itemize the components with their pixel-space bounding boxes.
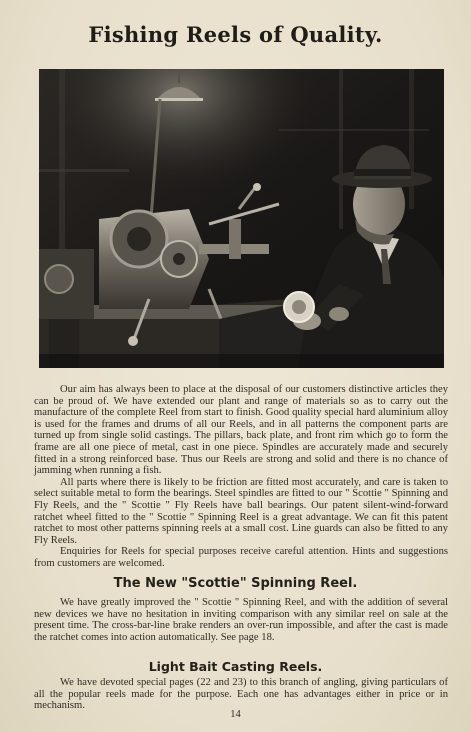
page-number: 14: [230, 709, 241, 720]
intro-paragraph: All parts where there is likely to be friction are fitted most accurately, and care is taken to select suitable metal to form the bearings. Steel spindles are fitted to our " Scottie " Spinning and Fly Reels, and the " Scottie " Fly Reels have ball bearings. Our patent silent-wind-forward ratchet wheel fitted to the " Scottie " Spinning Reel is a great advantage. We can fit this patent ratchet to most other patterns spinning reels at a small cost. Line guards can also be fitted to any Fly Reels.: [34, 476, 448, 546]
workshop-photo-illustration: [39, 69, 444, 368]
scottie-section-text: [34, 597, 448, 643]
bait-paragraph: We have devoted special pages (22 and 23) to this branch of angling, giving particulars of all the popular reels made for the purpose. Each one has advantages either in price or in mechanism.: [34, 677, 448, 712]
scottie-paragraph: We have greatly improved the " Scottie " Spinning Reel, and with the addition of several new devices we have no hesitation in inviting comparison with any similar reel on sale at the present time. The cross-bar-line brake renders an over-run impossible, and after the cast is made the ratchet comes into action automatically. See page 18.: [34, 597, 448, 643]
bait-section-heading: Light Bait Casting Reels.: [148, 659, 323, 674]
scottie-section-heading: The New "Scottie" Spinning Reel.: [113, 576, 358, 591]
intro-text: [34, 384, 448, 570]
page-title: Fishing Reels of Quality.: [88, 22, 383, 47]
bait-section-text: [34, 677, 448, 712]
intro-paragraph: Our aim has always been to place at the disposal of our customers distinctive articles they can be proud of. We have extended our plant and range of materials so as to carry out the manufacture of the complete Reel from start to finish. Good quality special hard aluminium alloy is used for the frames and drums of all our Reels, and in all patterns the component parts are turned up from single solid castings. The pillars, back plate, and front rim which go to form the frame are all one piece of metal, cast in one piece. Spindles are accurately made and securely fitted in a strong reinforced base. Thus our Reels are strong and solid and there is no chance of jamming when running a fish.: [34, 384, 448, 477]
intro-paragraph: Enquiries for Reels for special purposes receive careful attention. Hints and suggestions from customers are welcomed.: [34, 546, 448, 569]
workshop-photograph: [39, 69, 444, 368]
